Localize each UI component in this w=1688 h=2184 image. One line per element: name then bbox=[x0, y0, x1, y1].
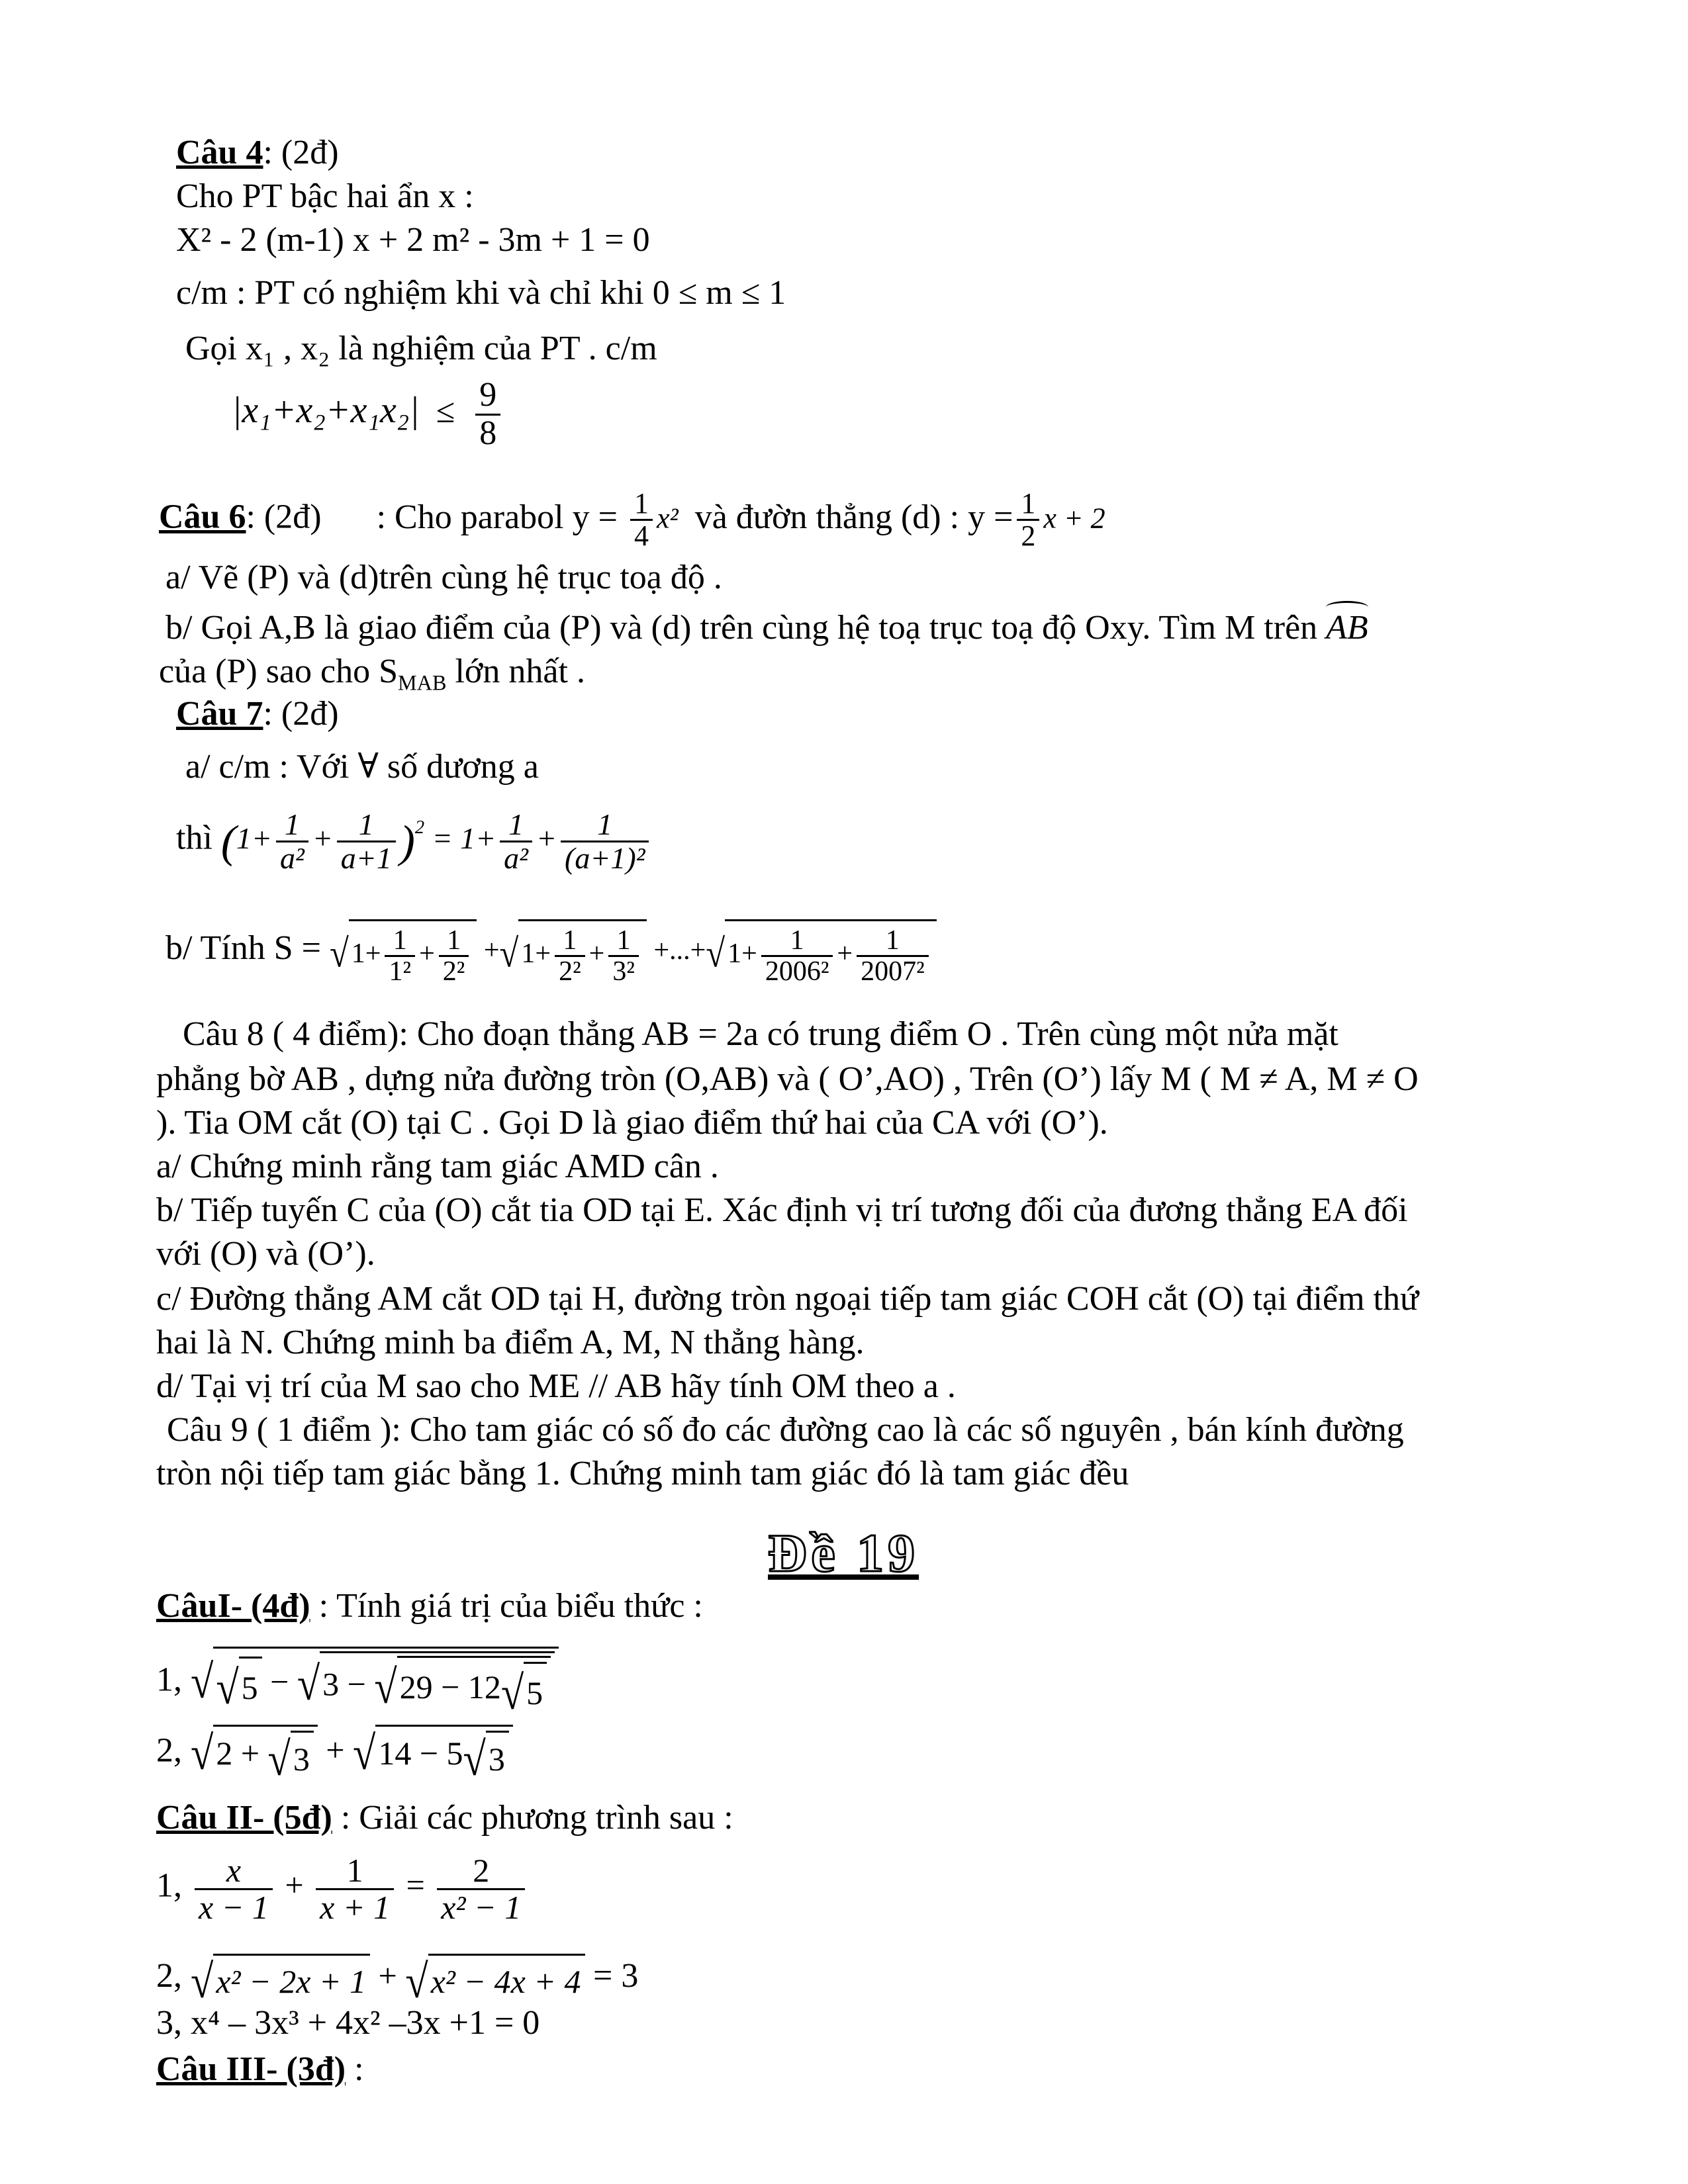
cauI-item2 bbox=[156, 1725, 513, 1786]
frac-den: 4 bbox=[630, 519, 653, 551]
cauII-item1 bbox=[156, 1853, 529, 1925]
cau4-heading bbox=[176, 132, 339, 173]
cauI-item2-label: 2, bbox=[156, 1731, 182, 1770]
le-sign: ≤ bbox=[436, 392, 455, 431]
cau9-line1: Câu 9 ( 1 điểm ): Cho tam giác có số đo các đường cao là các số nguyên , bán kính đường bbox=[167, 1411, 1404, 1449]
identity-formula: (1+ $\frac{1}{\text{a²}}$ + $\frac{1}{a+1}$ )$^2$ = 1+ $\frac{1}{\text{a²}}$ + $\frac{1}{\text{(a+1)²}}$ bbox=[221, 821, 653, 855]
cau4-line4: Gọi x₁ , x₂ là nghiệm của PT . c/m bbox=[185, 330, 657, 367]
cauI-title: CâuI- (4đ) bbox=[156, 1587, 310, 1625]
cauII-item2 bbox=[156, 1952, 639, 2009]
cau6-score: : (2đ) bbox=[246, 498, 322, 536]
cauII-item2-label: 2, bbox=[156, 1957, 182, 1995]
cau4-score: : (2đ) bbox=[263, 134, 339, 171]
cau6-intro: : Cho parabol y = bbox=[376, 498, 618, 536]
arc-ab: AB bbox=[1326, 608, 1368, 649]
radical-sum-formula: √2 + √3 + √14 − 5√3 bbox=[191, 1731, 513, 1768]
cau4-title: Câu 4 bbox=[176, 134, 263, 171]
cauI-item1-label: 1, bbox=[156, 1661, 182, 1699]
cauII-text: : Giải các phương trình sau : bbox=[332, 1799, 733, 1837]
cau6-b2 bbox=[159, 651, 585, 695]
parabol-var: x² bbox=[656, 502, 679, 535]
cau8-line1: Câu 8 ( 4 điểm): Cho đoạn thẳng AB = 2a có trung điểm O . Trên cùng một nửa mặt bbox=[183, 1015, 1338, 1053]
cau6-title: Câu 6 bbox=[159, 498, 246, 536]
cau6-heading bbox=[159, 488, 1105, 551]
cau4-line3: c/m : PT có nghiệm khi và chỉ khi 0 ≤ m ≤ 1 bbox=[176, 274, 786, 312]
cau8-c1: c/ Đường thẳng AM cắt OD tại H, đường tròn ngoại tiếp tam giác COH cắt (O) tại điểm thứ bbox=[156, 1280, 1419, 1318]
cau8-b2: với (O) và (O’). bbox=[156, 1235, 375, 1273]
cauIII-heading bbox=[156, 2049, 364, 2090]
cauI-heading bbox=[156, 1586, 703, 1627]
cau6-a: a/ Vẽ (P) và (d)trên cùng hệ trục toạ độ . bbox=[165, 559, 722, 596]
cau4-inequality bbox=[232, 377, 504, 451]
cauII-item1-label: 1, bbox=[156, 1866, 182, 1905]
fraction-9-8 bbox=[475, 377, 500, 451]
cauII-item3: 3, x⁴ – 3x³ + 4x² –3x +1 = 0 bbox=[156, 2004, 540, 2042]
frac-den: 8 bbox=[475, 414, 500, 452]
cau7-title: Câu 7 bbox=[176, 695, 263, 733]
cau6-b1 bbox=[165, 608, 1368, 649]
cau6-b2-text: của (P) sao cho S bbox=[159, 653, 399, 690]
cau8-b1: b/ Tiếp tuyến C của (O) cắt tia OD tại E. Xác định vị trí tương đối của đương thẳng EA đối bbox=[156, 1191, 1408, 1229]
cau8-line3: ). Tia OM cắt (O) tại C . Gọi D là giao điểm thứ hai của CA với (O’). bbox=[156, 1104, 1108, 1142]
nested-radical-formula: √√5 − √3 − √29 − 12√5 bbox=[191, 1661, 559, 1698]
cau8-d: d/ Tại vị trí của M sao cho ME // AB hãy tính OM theo a . bbox=[156, 1367, 956, 1405]
cauII-item2-tail: = 3 bbox=[593, 1957, 639, 1995]
cau9-line2: tròn nội tiếp tam giác bằng 1. Chứng minh tam giác đó là tam giác đều bbox=[156, 1455, 1129, 1492]
cau7-score: : (2đ) bbox=[263, 695, 339, 733]
cauIII-text: : bbox=[346, 2050, 364, 2088]
cau8-c2: hai là N. Chứng minh ba điểm A, M, N thẳng hàng. bbox=[156, 1324, 865, 1361]
cauI-text: : Tính giá trị của biểu thức : bbox=[310, 1587, 703, 1625]
cauII-heading bbox=[156, 1797, 733, 1839]
line-fraction bbox=[1017, 488, 1039, 551]
sum-formula: √1+ $\frac{1}{\text{1²}}$ + $\frac{1}{\text{2²}}$ +√1+ $\frac{1}{\text{2²}}$ + $\frac{1}{\text{3²}}$ +...+√1+ $\frac{1}{\text{2006²}}$ + $\frac{1}{\text{2007²}}$ bbox=[330, 935, 937, 966]
cau6-b1-text: b/ Gọi A,B là giao điểm của (P) và (d) trên cùng hệ toạ trục toạ độ Oxy. Tìm M trên bbox=[165, 609, 1318, 647]
cau4-equation: X² - 2 (m-1) x + 2 m² - 3m + 1 = 0 bbox=[176, 221, 650, 259]
rational-equation: $\frac{x}{x - 1}$ + $\frac{1}{x + 1}$ = $\frac{2}{\text{x² − 1}}$ bbox=[191, 1866, 529, 1903]
abs-expression: |x₁+x₂+x₁x₂| bbox=[232, 390, 420, 432]
cau7-b-label: b/ Tính S = bbox=[165, 929, 321, 967]
cauII-title: Câu II- (5đ) bbox=[156, 1799, 332, 1837]
cau8-line2: phẳng bờ AB , dựng nửa đường tròn (O,AB) và ( O’,AO) , Trên (O’) lấy M ( M ≠ A, M ≠ O bbox=[156, 1060, 1419, 1098]
frac-num: 9 bbox=[479, 376, 497, 414]
frac-den: 2 bbox=[1017, 519, 1039, 551]
cau7-identity bbox=[176, 809, 653, 875]
frac-num: 1 bbox=[633, 487, 649, 520]
line-rest: x + 2 bbox=[1043, 502, 1105, 535]
cau6-b2-tail: lớn nhất . bbox=[446, 653, 585, 690]
cauI-item1 bbox=[156, 1647, 559, 1719]
frac-num: 1 bbox=[1021, 487, 1036, 520]
cau7-heading bbox=[176, 694, 339, 735]
cau7-thi: thì bbox=[176, 819, 212, 857]
parabol-fraction bbox=[630, 488, 653, 551]
cau6-mid: và đườn thẳng (d) : y = bbox=[694, 498, 1013, 536]
s-subscript: MAB bbox=[398, 670, 447, 695]
cauIII-title: Câu III- (3đ) bbox=[156, 2050, 346, 2088]
cau7-b bbox=[165, 919, 937, 986]
cau7-a: a/ c/m : Với ∀ số dương a bbox=[185, 748, 539, 786]
cau8-a: a/ Chứng minh rằng tam giác AMD cân . bbox=[156, 1148, 719, 1185]
de19-title: Đề 19 bbox=[768, 1523, 919, 1583]
cau4-line1: Cho PT bậc hai ẩn x : bbox=[176, 177, 474, 215]
radical-equation: √x² − 2x + 1 + √x² − 4x + 4 bbox=[191, 1957, 593, 1994]
